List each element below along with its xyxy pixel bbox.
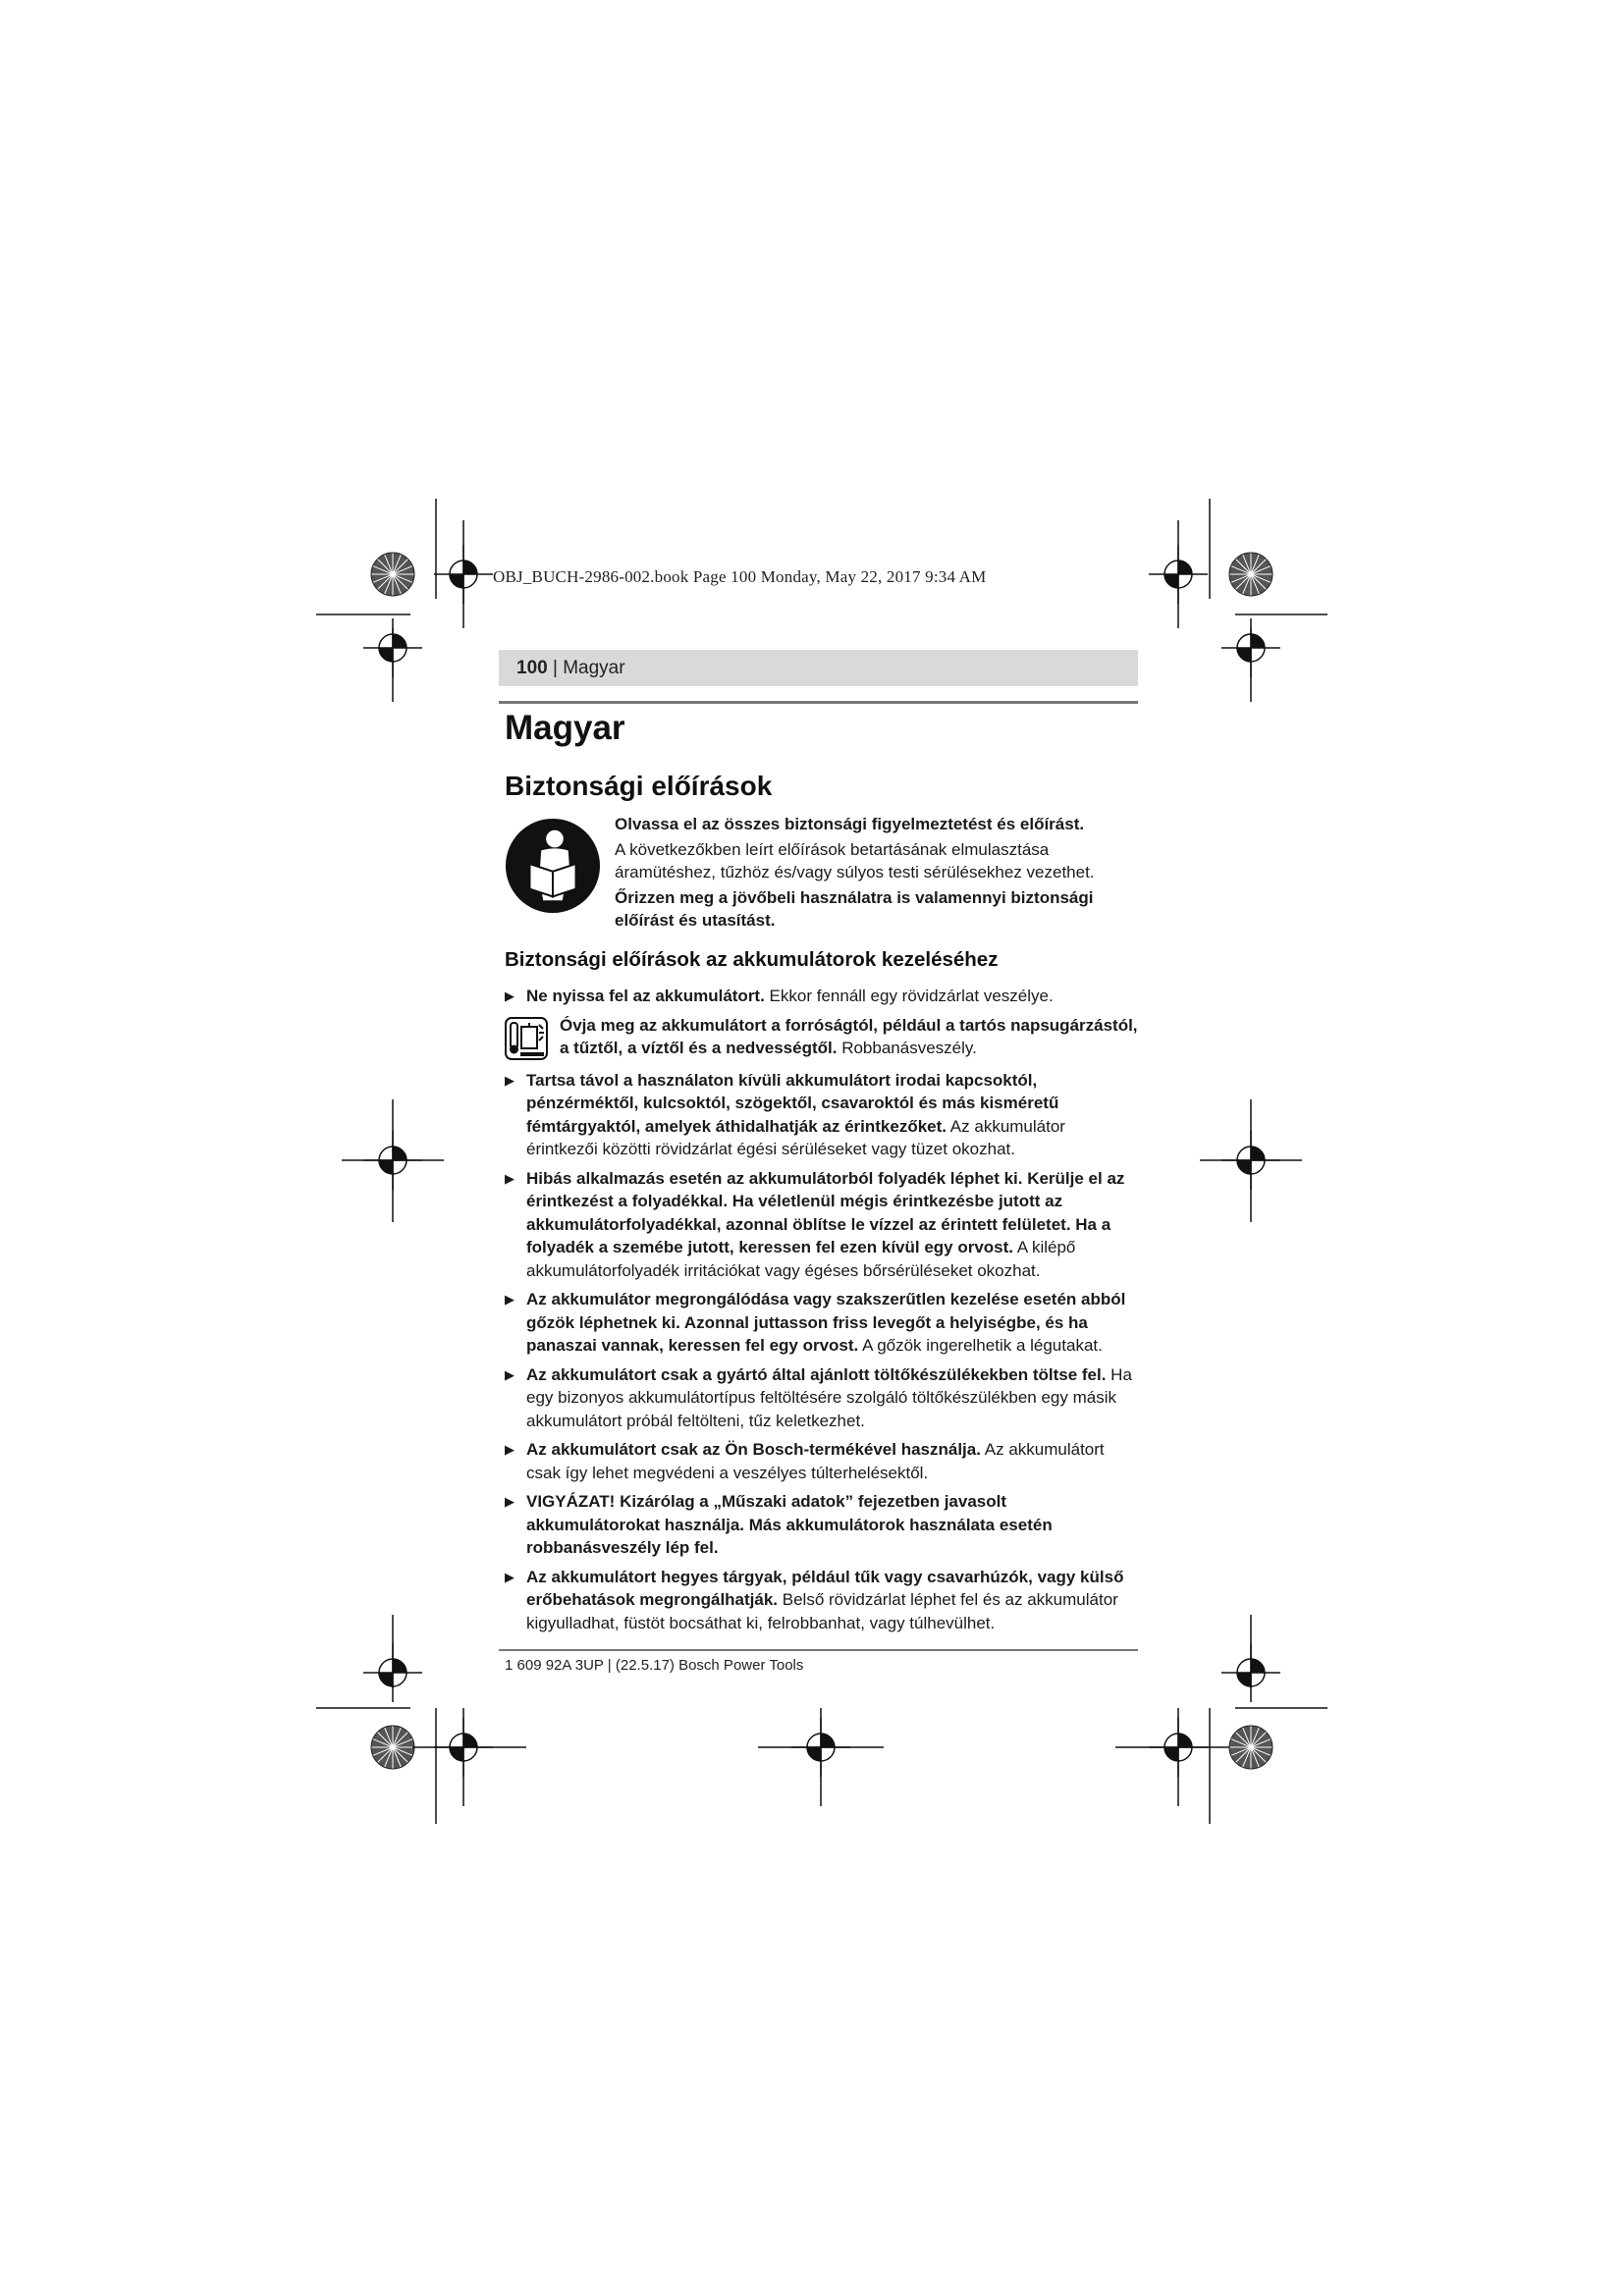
page-title: Magyar (505, 709, 625, 747)
safety-warning-block (615, 813, 1137, 934)
item-text: Belső rövidzárlat léphet fel és az akkumulátor kigyulladhat, füstöt bocsáthat ki, felrobbanhat, vagy túlhevülhet. (526, 1590, 1118, 1632)
footer-rule (499, 1649, 1138, 1651)
item-bold-text: VIGYÁZAT! Kizárólag a „Műszaki adatok” fejezetben javasolt akkumulátorokat használja. Más akkumulátorok használata esetén robbanásveszély lép fel. (526, 1492, 1053, 1557)
warning-keep-instructions: Őrizzen meg a jövőbeli használatra is valamennyi biztonsági előírást és utasítást. (615, 888, 1094, 930)
page-header-bar (499, 650, 1138, 686)
section-title: Biztonsági előírások (505, 771, 773, 801)
item-text: A gőzök ingerelhetik a légutakat. (858, 1336, 1103, 1355)
item-bold-text: Tartsa távol a használaton kívüli akkumulátort irodai kapcsoktól, pénzérméktől, kulcsoktól, szögektől, csavaroktól és más kisméretű fémtárgyaktól, amelyek áthidalhatják az érintkezőket. (526, 1070, 1059, 1136)
item-text: Robbanásveszély. (837, 1039, 977, 1057)
item-text: Az akkumulátor érintkezői közötti rövidzárlat égési sérüléseket vagy tüzet okozhat. (526, 1116, 1065, 1158)
list-item (505, 1490, 1139, 1560)
list-item (505, 1288, 1139, 1358)
header-rule (499, 701, 1138, 704)
bullet-arrow-icon: ▶ (505, 1072, 514, 1088)
bullet-arrow-icon: ▶ (505, 1442, 514, 1457)
item-bold-text: Az akkumulátort hegyes tárgyak, például tűk vagy csavarhúzók, vagy külső erőbehatások megrongálhatják. (526, 1567, 1124, 1609)
item-bold-text: Az akkumulátor megrongálódása vagy szakszerűtlen kezelése esetén abból gőzök léphetnek ki. Azonnal juttasson friss levegőt a helyiségbe, és ha panaszai vannak, keressen fel egy orvost. (526, 1290, 1126, 1355)
item-bold-text: Óvja meg az akkumulátort a forróságtól, például a tartós napsugárzástól, a tűztől, a víztől és a nedvességtől. (560, 1015, 1138, 1057)
warning-consequence: A következőkben leírt előírások betartásának elmulasztása áramütéshez, tűzhöz és/vagy súlyos testi sérülésekhez vezethet. (615, 840, 1095, 881)
list-item (505, 985, 1139, 1008)
book-info-line: OBJ_BUCH-2986-002.book Page 100 Monday, May 22, 2017 9:34 AM (493, 567, 987, 586)
header-language: Magyar (563, 658, 625, 678)
item-text: A kilépő akkumulátorfolyadék irritációkat vagy égéses bőrsérüléseket okozhat. (526, 1238, 1076, 1280)
page-number: 100 (516, 658, 548, 678)
page-header (516, 658, 625, 679)
list-item (505, 1069, 1139, 1161)
item-text: Ekkor fennáll egy rövidzárlat veszélye. (764, 987, 1054, 1005)
list-item (505, 1167, 1139, 1283)
bullet-arrow-icon: ▶ (505, 1366, 514, 1382)
battery-safety-list (505, 985, 1139, 1640)
bullet-arrow-icon: ▶ (505, 1569, 514, 1584)
item-text: Ha egy bizonyos akkumulátortípus feltöltésére szolgáló töltőkészülékben egy másik akkumulátort próbál feltölteni, tűz keletkezhet. (526, 1364, 1132, 1430)
bullet-arrow-icon: ▶ (505, 988, 514, 1003)
warning-read-all: Olvassa el az összes biztonsági figyelmeztetést és előírást. (615, 815, 1085, 833)
item-bold-text: Ne nyissa fel az akkumulátort. (526, 987, 765, 1005)
list-item (505, 1014, 1139, 1063)
bullet-arrow-icon: ▶ (505, 1494, 514, 1509)
bullet-arrow-icon: ▶ (505, 1292, 514, 1307)
bullet-arrow-icon: ▶ (505, 1170, 514, 1186)
read-manual-icon (505, 818, 601, 914)
heat-protection-icon (505, 1017, 548, 1060)
item-bold-text: Az akkumulátort csak az Ön Bosch-termékével használja. (526, 1440, 981, 1459)
subsection-title: Biztonsági előírások az akkumulátorok kezeléséhez (505, 948, 999, 971)
item-bold-text: Az akkumulátort csak a gyártó által ajánlott töltőkészülékekben töltse fel. (526, 1364, 1107, 1384)
list-item (505, 1566, 1139, 1635)
item-bold-text: Hibás alkalmazás esetén az akkumulátorból folyadék léphet ki. Kerülje el az érintkezést a folyadékkal. Ha véletlenül mégis érintkezésbe jutott az akkumulátorfolyadékkal, azonnal öblítse le vízzel az érintett felületet. Ha a folyadék a szemébe jutott, keressen fel ezen kívül egy orvost. (526, 1168, 1125, 1256)
list-item (505, 1363, 1139, 1433)
item-text: Az akkumulátort csak így lehet megvédeni a veszélyes túlterhelésektől. (526, 1440, 1105, 1482)
list-item (505, 1438, 1139, 1484)
header-separator: | (547, 658, 564, 678)
page-footer: 1 609 92A 3UP | (22.5.17) Bosch Power Tools (505, 1657, 804, 1674)
